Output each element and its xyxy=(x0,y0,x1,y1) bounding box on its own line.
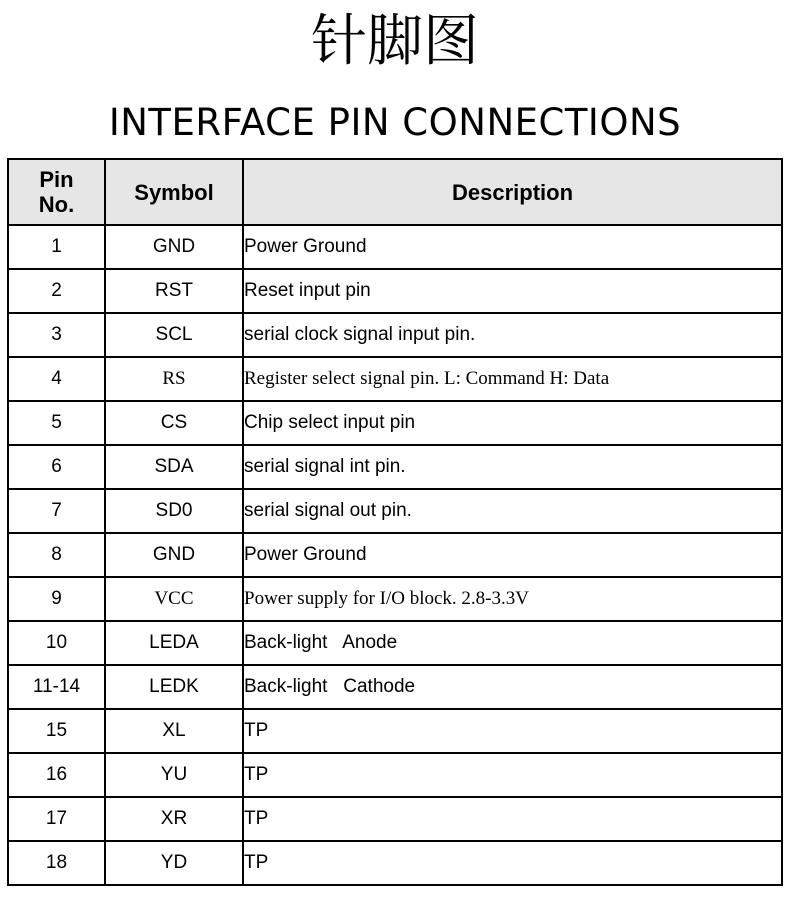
pin-symbol: XL xyxy=(105,709,243,753)
table-row xyxy=(8,621,782,665)
table-header-row xyxy=(8,159,782,225)
pin-number: 4 xyxy=(8,357,105,401)
table-row xyxy=(8,357,782,401)
table-row xyxy=(8,269,782,313)
symbol-header: Symbol xyxy=(105,159,243,225)
pin-number: 1 xyxy=(8,225,105,269)
pin-description: Power supply for I/O block. 2.8-3.3V xyxy=(243,577,782,621)
pin-description: TP xyxy=(243,709,782,753)
pin-description: Back-light Cathode xyxy=(243,665,782,709)
table-row xyxy=(8,841,782,885)
pin-description: serial clock signal input pin. xyxy=(243,313,782,357)
table-row xyxy=(8,489,782,533)
pin-number: 6 xyxy=(8,445,105,489)
table-row xyxy=(8,533,782,577)
pin-header-line2: No. xyxy=(38,192,75,217)
pin-number: 18 xyxy=(8,841,105,885)
table-row xyxy=(8,445,782,489)
pin-description: Back-light Anode xyxy=(243,621,782,665)
page-title-chinese: 针脚图 xyxy=(311,9,479,74)
pin-number: 11-14 xyxy=(8,665,105,709)
pin-description: Power Ground xyxy=(243,225,782,269)
pin-header-line1: Pin xyxy=(39,167,74,192)
table-row xyxy=(8,313,782,357)
table-row xyxy=(8,225,782,269)
pin-symbol: SDA xyxy=(105,445,243,489)
pin-symbol: YD xyxy=(105,841,243,885)
table-row xyxy=(8,665,782,709)
pin-symbol: RST xyxy=(105,269,243,313)
pin-description: serial signal int pin. xyxy=(243,445,782,489)
pin-symbol: CS xyxy=(105,401,243,445)
pin-number: 5 xyxy=(8,401,105,445)
pin-number: 10 xyxy=(8,621,105,665)
pin-description: Register select signal pin. L: Command H: Data xyxy=(243,357,782,401)
pin-connections-table xyxy=(7,158,783,886)
pin-number: 3 xyxy=(8,313,105,357)
page-title: INTERFACE PIN CONNECTIONS xyxy=(108,101,682,144)
table-row xyxy=(8,401,782,445)
table-row xyxy=(8,753,782,797)
table-row xyxy=(8,709,782,753)
pin-description: Chip select input pin xyxy=(243,401,782,445)
pin-number: 17 xyxy=(8,797,105,841)
table-row xyxy=(8,577,782,621)
pin-symbol: RS xyxy=(105,357,243,401)
pin-description: Power Ground xyxy=(243,533,782,577)
pin-symbol: SCL xyxy=(105,313,243,357)
pin-symbol: LEDA xyxy=(105,621,243,665)
pin-symbol: SD0 xyxy=(105,489,243,533)
pin-symbol: XR xyxy=(105,797,243,841)
pin-number: 9 xyxy=(8,577,105,621)
pin-number: 15 xyxy=(8,709,105,753)
pin-symbol: VCC xyxy=(105,577,243,621)
pin-number: 8 xyxy=(8,533,105,577)
pin-number: 7 xyxy=(8,489,105,533)
pin-symbol: LEDK xyxy=(105,665,243,709)
table-row xyxy=(8,797,782,841)
description-header: Description xyxy=(243,159,782,225)
pin-description: TP xyxy=(243,753,782,797)
pin-description: serial signal out pin. xyxy=(243,489,782,533)
pin-symbol: GND xyxy=(105,533,243,577)
pin-description: TP xyxy=(243,797,782,841)
pin-description: TP xyxy=(243,841,782,885)
pin-symbol: YU xyxy=(105,753,243,797)
pin-number: 16 xyxy=(8,753,105,797)
pin-symbol: GND xyxy=(105,225,243,269)
pin-description: Reset input pin xyxy=(243,269,782,313)
pin-number-header xyxy=(8,159,105,225)
pin-number: 2 xyxy=(8,269,105,313)
